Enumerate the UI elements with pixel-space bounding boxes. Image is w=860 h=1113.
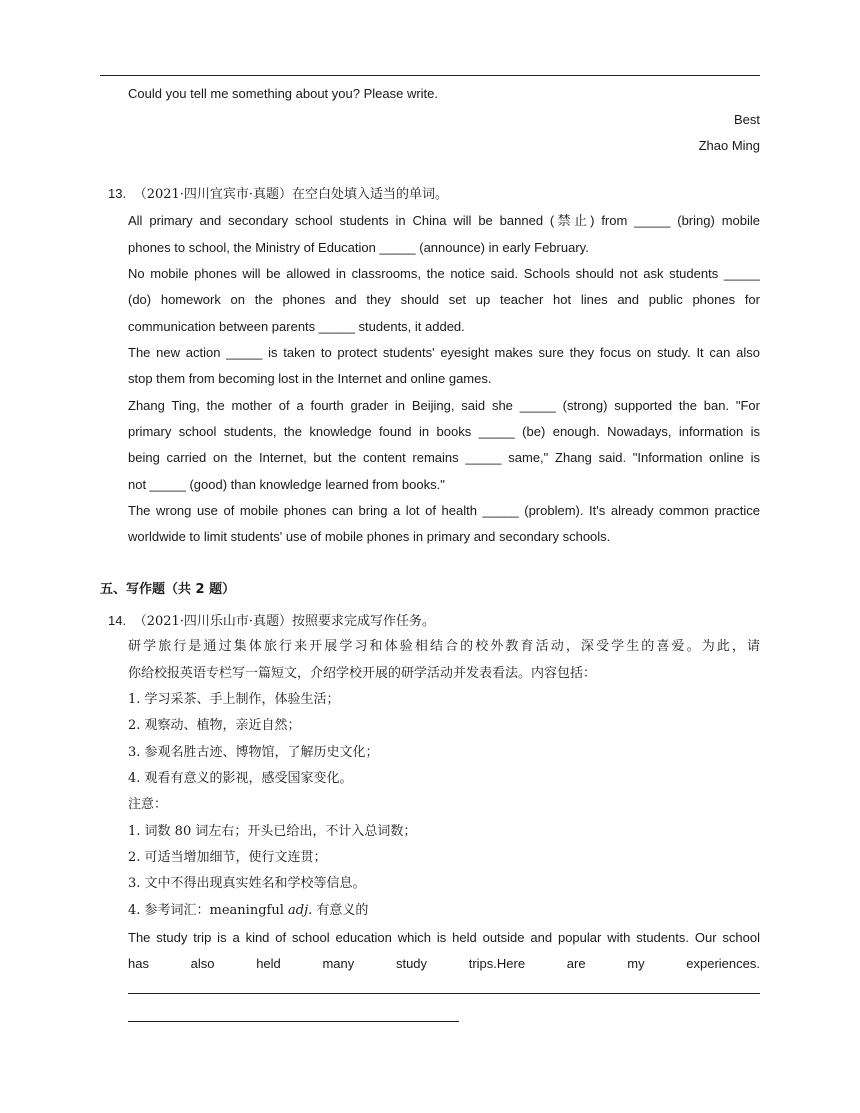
answer-start-line: has also held many study trips.Here are my experiences. xyxy=(128,956,760,971)
question-source: （2021·四川乐山市·真题）按照要求完成写作任务。 xyxy=(133,614,436,629)
content-item: 4. 观看有意义的影视，感受国家变化。 xyxy=(128,771,353,786)
passage-line: No mobile phones will be allowed in classrooms, the notice said. Schools should not ask students _____ xyxy=(128,266,760,281)
vocab-prefix: 4. 参考词汇：meaningful xyxy=(128,903,289,918)
question-13 xyxy=(108,185,448,204)
passage-line: All primary and secondary school students in China will be banned (禁止) from _____ (bring) mobile xyxy=(128,213,760,228)
passage-line: (do) homework on the phones and they should set up teacher hot lines and public phones for xyxy=(128,292,760,307)
answer-blank-line[interactable] xyxy=(128,993,760,994)
passage-line: stop them from becoming lost in the Internet and online games. xyxy=(128,371,492,386)
content-item: 2. 观察动、植物，亲近自然； xyxy=(128,718,301,733)
passage-line: primary school students, the knowledge found in books _____ (be) enough. Nowadays, information is xyxy=(128,424,760,439)
question-source: （2021·四川宜宾市·真题）在空白处填入适当的单词。 xyxy=(133,187,449,202)
letter-closing: Best xyxy=(733,112,760,127)
passage-line: Zhang Ting, the mother of a fourth grader in Beijing, said she _____ (strong) supported the ban. "For xyxy=(128,398,760,413)
letter-last-line: Could you tell me something about you? Please write. xyxy=(128,86,439,101)
vocab-part-of-speech: adj. xyxy=(288,903,313,918)
note-item: 3. 文中不得出现真实姓名和学校等信息。 xyxy=(128,876,366,891)
passage-line: not _____ (good) than knowledge learned from books." xyxy=(128,477,445,492)
passage-line: The new action _____ is taken to protect students' eyesight makes sure they focus on study. It can also xyxy=(128,345,760,360)
passage-line: being carried on the Internet, but the content remains _____ same," Zhang said. "Information online is xyxy=(128,450,760,465)
note-item: 2. 可适当增加细节，使行文连贯； xyxy=(128,850,327,865)
prompt-intro-line: 你给校报英语专栏写一篇短文，介绍学校开展的研学活动并发表看法。内容包括： xyxy=(128,666,597,681)
note-label: 注意： xyxy=(128,797,168,812)
question-number: 14. xyxy=(108,613,127,628)
letter-signature: Zhao Ming xyxy=(698,138,760,153)
note-item-vocabulary xyxy=(128,902,760,920)
passage-line: The wrong use of mobile phones can bring a lot of health _____ (problem). It's already common practice xyxy=(128,503,760,518)
passage-line: communication between parents _____ students, it added. xyxy=(128,319,465,334)
header-rule xyxy=(100,75,760,76)
passage-line: phones to school, the Ministry of Education _____ (announce) in early February. xyxy=(128,240,589,255)
content-item: 3. 参观名胜古迹、博物馆，了解历史文化； xyxy=(128,745,379,760)
question-14 xyxy=(108,612,435,631)
content-item: 1. 学习采茶、手上制作，体验生活； xyxy=(128,692,340,707)
question-number: 13. xyxy=(108,186,127,201)
answer-start-line: The study trip is a kind of school education which is held outside and popular with students. Our school xyxy=(128,930,760,945)
answer-blank-line[interactable] xyxy=(128,1021,459,1022)
vocab-meaning: 有意义的 xyxy=(312,903,369,918)
note-item: 1. 词数 80 词左右；开头已给出，不计入总词数； xyxy=(128,824,417,839)
prompt-intro-line: 研学旅行是通过集体旅行来开展学习和体验相结合的校外教育活动，深受学生的喜爱。为此，请 xyxy=(128,639,760,654)
section-title: 五、写作题（共 2 题） xyxy=(100,582,236,597)
passage-line: worldwide to limit students' use of mobile phones in primary and secondary schools. xyxy=(128,529,611,544)
